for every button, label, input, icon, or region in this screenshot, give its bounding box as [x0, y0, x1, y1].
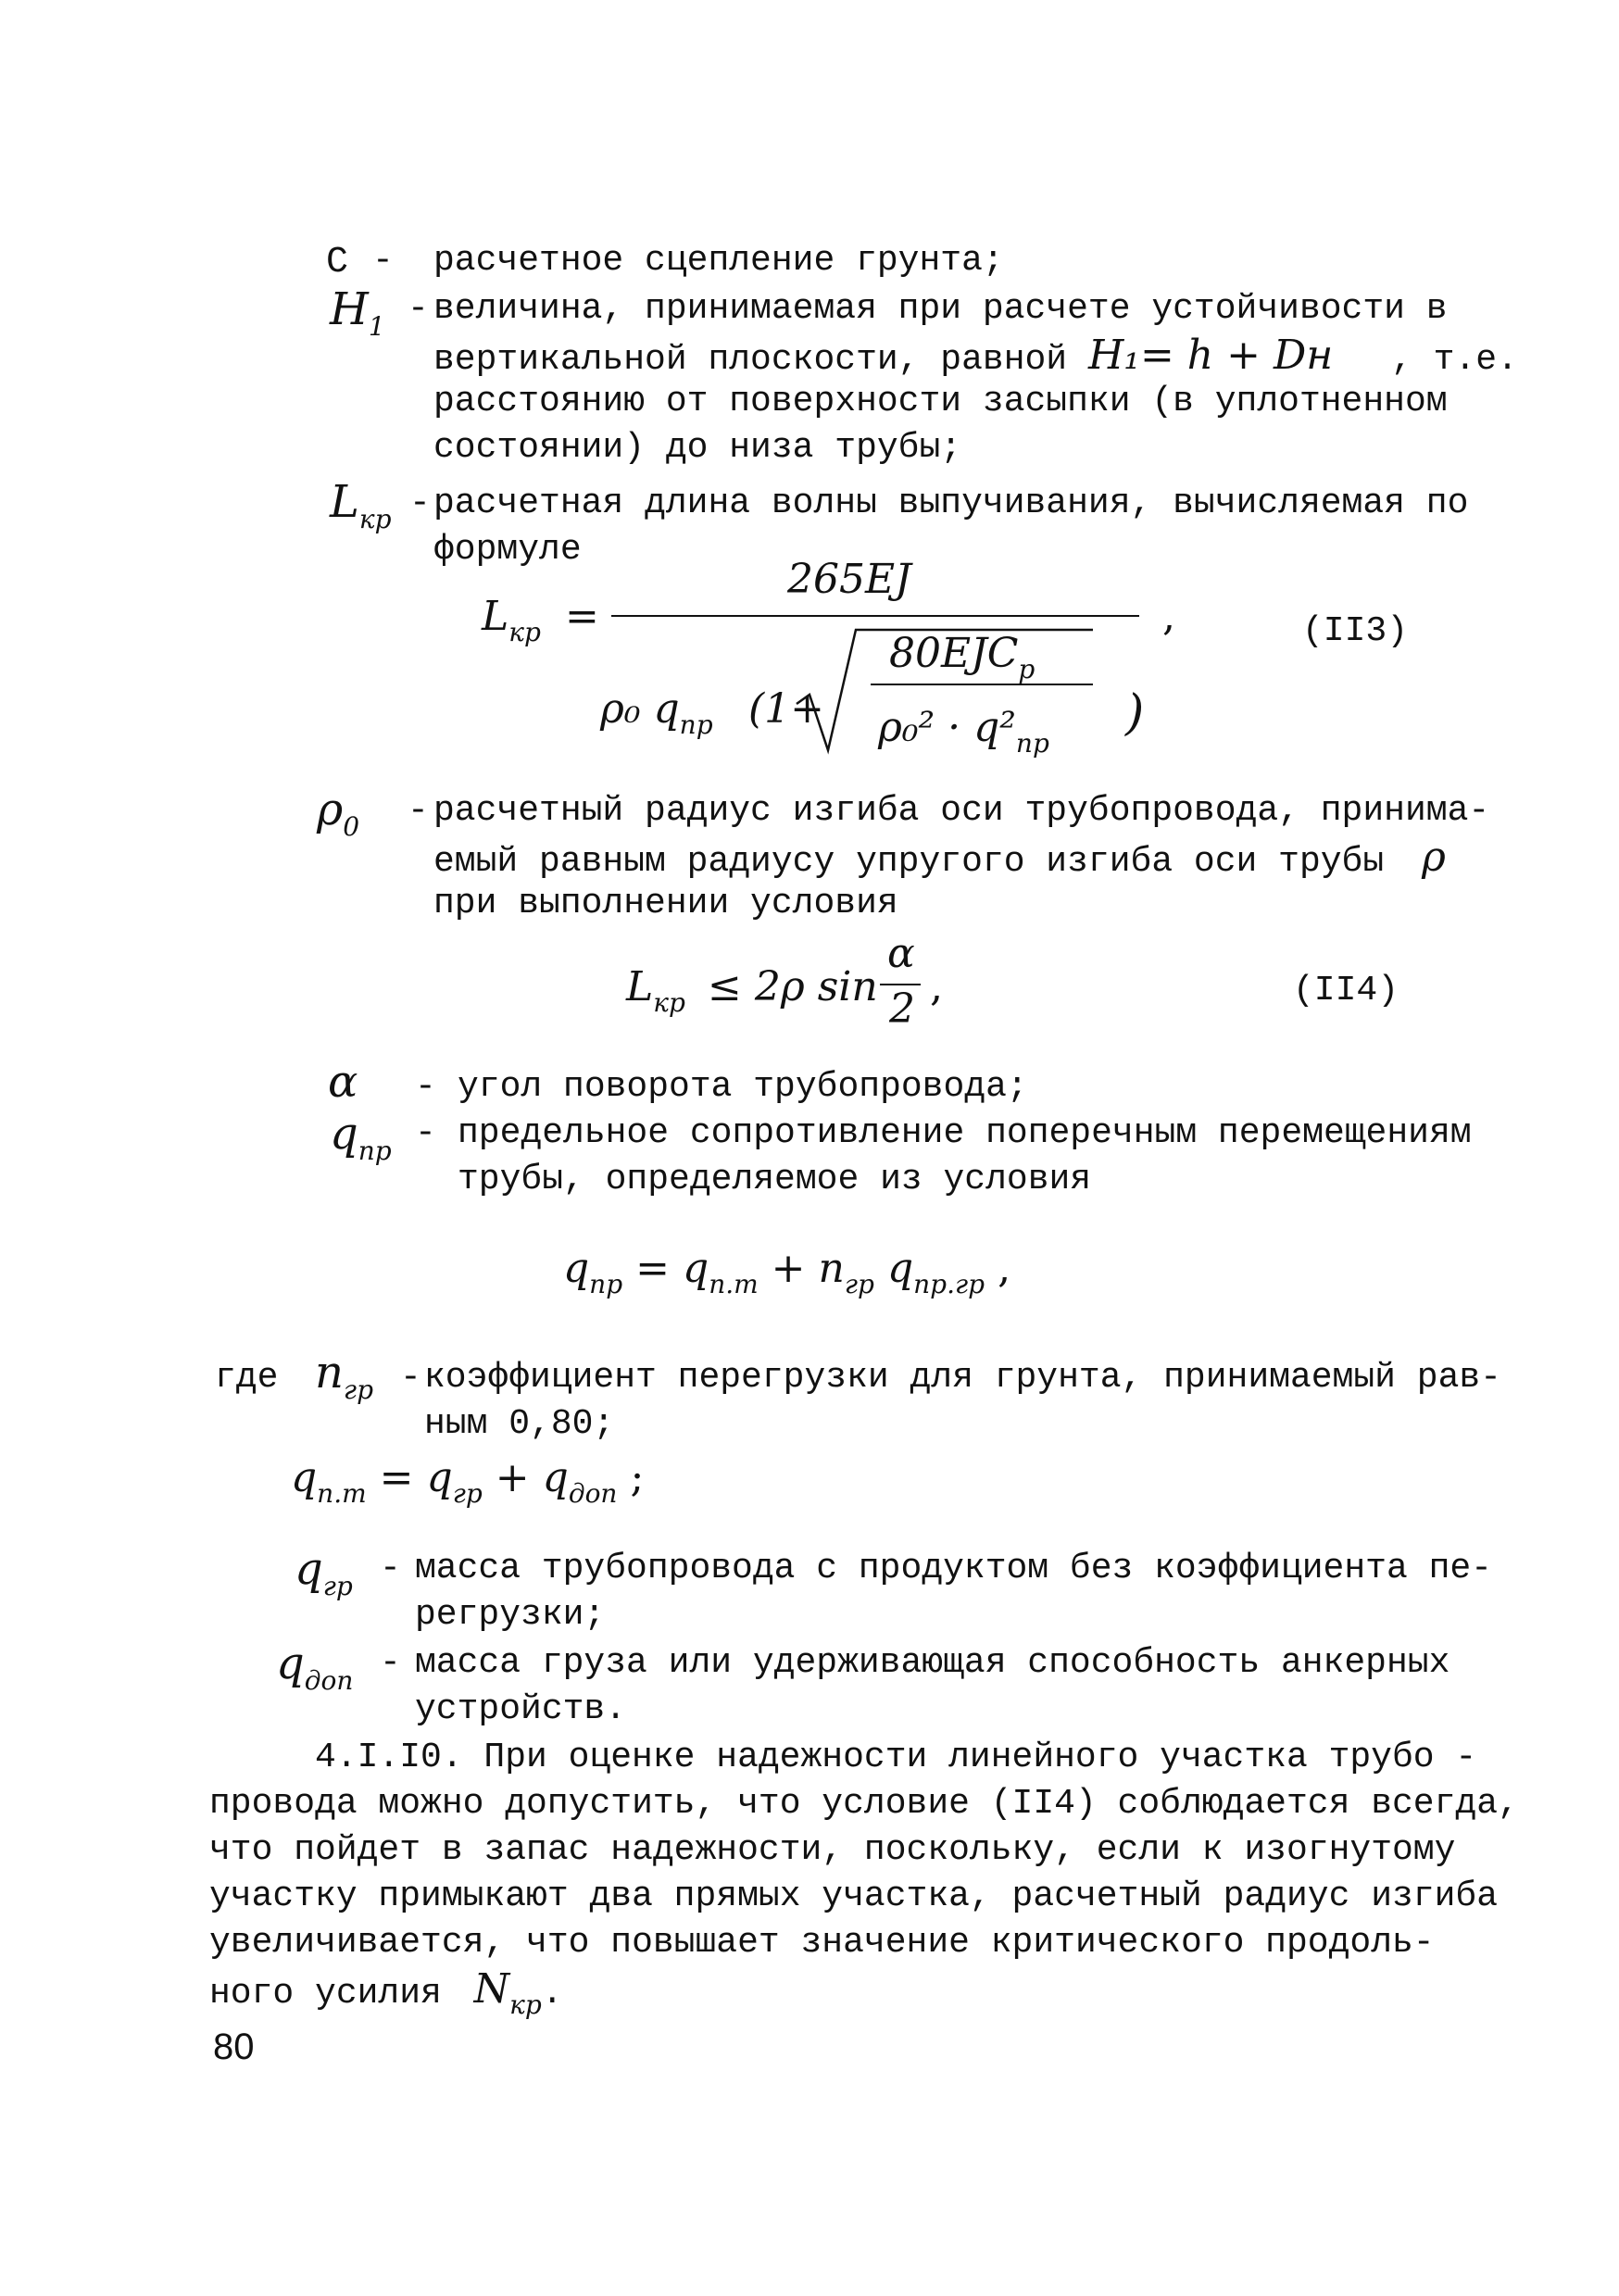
- eq114-comma: ,: [930, 963, 943, 1010]
- paragraph-line3: что пойдет в запас надежности, поскольку, если к изогнутому: [209, 1830, 1456, 1870]
- symbol-rho0: $\rho_0$: [317, 784, 360, 842]
- symbol-qgr: $q_{гр}$: [295, 1543, 353, 1601]
- dash: -: [415, 1113, 436, 1153]
- symbol-lkr: $L_{кр}$: [330, 476, 392, 534]
- eq114-frac-den: 2: [889, 985, 915, 1033]
- def-lkr-line1: расчетная длина волны выпучивания, вычисляемая по: [433, 483, 1469, 523]
- def-qgr-line2: регрузки;: [415, 1595, 606, 1635]
- eq113-fraction-bar: [611, 615, 1139, 617]
- def-rho-line1: расчетный радиус изгиба оси трубопровода, принима-: [433, 791, 1490, 831]
- dash: -: [372, 241, 394, 281]
- dash: -: [400, 1358, 421, 1398]
- paragraph-line1: 4.I.I0. При оценке надежности линейного участка трубо -: [315, 1738, 1477, 1777]
- eq113-comma: ,: [1162, 593, 1175, 640]
- dash: -: [408, 289, 429, 329]
- gde-label: где: [215, 1358, 279, 1398]
- symbol-qdop: $q_{доп}$: [276, 1637, 354, 1696]
- eq113-den-left: ρ₀ $q_{пр}$: [600, 685, 713, 740]
- eq113-numerator: 265EJ: [787, 556, 911, 603]
- symbol-h1: $H_1$: [330, 283, 385, 342]
- def-c-text: расчетное сцепление грунта;: [433, 241, 1004, 281]
- def-rho-line3: при выполнении условия: [433, 884, 898, 923]
- def-qdop-line1: масса груза или удерживающая способность анкерных: [415, 1643, 1450, 1683]
- eq114-lhs: $L_{кр}$: [626, 963, 685, 1018]
- symbol-c: C: [326, 242, 349, 283]
- symbol-qpr: $q_{пр}$: [330, 1108, 392, 1166]
- eq113-root-denominator: $\rho_0^2 \cdot q^2_{пр}$: [878, 704, 1049, 759]
- equation-qpr: $q_{пр} = q_{п.т} + n_{гр}$ $q_{пр.гр}$ ,: [563, 1245, 1011, 1299]
- page-number: 80: [213, 2026, 255, 2067]
- eq113-root-fraction-bar: [871, 684, 1093, 685]
- eq114-frac-num: α: [887, 930, 915, 977]
- symbol-ngr: $n_{гр}$: [315, 1347, 373, 1405]
- def-rho-line2: емый равным радиусу упругого изгиба оси трубы ρ: [433, 834, 1446, 882]
- def-h1-line1: величина, принимаемая при расчете устойчивости в: [433, 289, 1448, 329]
- dash: -: [408, 791, 429, 831]
- def-ngr-line1: коэффициент перегрузки для грунта, принимаемый рав-: [424, 1358, 1501, 1398]
- def-h1-line4: состоянии) до низа трубы;: [433, 428, 962, 468]
- def-qpr-line1: предельное сопротивление поперечным перемещениям: [458, 1113, 1472, 1153]
- dash: -: [409, 483, 431, 523]
- symbol-alpha: α: [328, 1056, 358, 1108]
- paragraph-line2: провода можно допустить, что условие (II4) соблюдается всегда,: [209, 1784, 1519, 1824]
- eq113-number: (II3): [1302, 611, 1409, 651]
- def-alpha-text: угол поворота трубопровода;: [458, 1067, 1028, 1107]
- equation-qpt: $q_{п.т} = q_{гр} + q_{доп}$ ;: [291, 1454, 645, 1509]
- eq114-number: (II4): [1293, 971, 1399, 1010]
- eq113-equals: =: [565, 593, 599, 640]
- def-qpr-line2: трубы, определяемое из условия: [458, 1160, 1092, 1199]
- dash: -: [380, 1643, 401, 1683]
- def-qdop-line2: устройств.: [415, 1689, 627, 1729]
- def-ngr-line2: ным 0,80;: [424, 1404, 615, 1444]
- def-h1-line3: расстоянию от поверхности засыпки (в уплотненном: [433, 382, 1448, 421]
- paragraph-line4: участку примыкают два прямых участка, расчетный радиус изгиба: [209, 1876, 1499, 1916]
- eq113-den-paren: (1+: [748, 685, 825, 733]
- paragraph-line5: увеличивается, что повышает значение критического продоль-: [209, 1923, 1435, 1963]
- eq114-relation: ≤ 2ρ sin: [708, 963, 878, 1010]
- def-qgr-line1: масса трубопровода с продуктом без коэффициента пе-: [415, 1549, 1492, 1588]
- eq113-root-numerator: $80EJC_р$: [889, 630, 1035, 684]
- eq113-lhs: $L_{кр}$: [482, 593, 541, 647]
- paragraph-line6: ного усилия $N_{кр}$.: [209, 1965, 563, 2020]
- def-lkr-line2: формуле: [433, 530, 582, 570]
- eq113-close-paren: ): [1125, 685, 1145, 741]
- dash: -: [380, 1549, 401, 1588]
- def-h1-line2: вертикальной плоскости, равной H₁= h + Dн , т.е.: [433, 332, 1518, 380]
- dash: -: [415, 1067, 436, 1107]
